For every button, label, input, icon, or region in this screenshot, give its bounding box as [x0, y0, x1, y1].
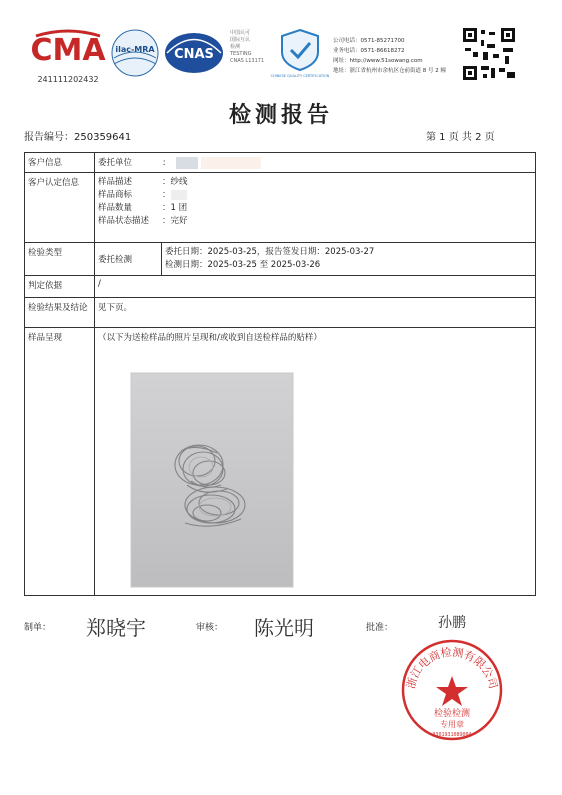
dates-cell: [162, 243, 536, 275]
field-value: 完好: [170, 216, 188, 226]
quality-shield-logo: [270, 28, 330, 78]
stamp-number: 3301931089004: [432, 732, 472, 738]
field-name: 样品数量: [98, 203, 133, 213]
star-icon: [436, 676, 468, 706]
field-name: 样品描述: [98, 177, 133, 187]
row-test-type: [25, 243, 536, 276]
cnas-subtext: [230, 30, 270, 65]
sample-field: 样品数量 ：1 团: [98, 203, 188, 213]
cnas-text: CNAS: [174, 47, 214, 62]
shield-caption: CHINESE QUALITY CERTIFICATION: [270, 74, 330, 78]
row-customer: [25, 153, 536, 173]
contact-line: 地址：浙江省杭州市余杭区仓前街道 8 号 2 幢: [333, 68, 446, 74]
row-content: [95, 243, 536, 276]
redacted-block: [201, 157, 261, 169]
sub-label: 委托检测: [95, 243, 162, 275]
row-sample: [25, 173, 536, 243]
sample-field: 样品商标 ：: [98, 189, 532, 202]
dates-line-2: 检测日期：2025-03-25 至 2025-03-26: [165, 260, 321, 270]
row-value: /: [95, 276, 536, 298]
photo-caption: （以下为送检样品的照片呈现和/或收到自送检样品的贴样）: [98, 333, 322, 343]
cnas-sub-line: 中国认可: [230, 30, 251, 36]
field-name: 样品商标: [98, 190, 133, 200]
cnas-logo: [163, 30, 225, 76]
report-number-label: 报告编号：: [24, 132, 74, 143]
cma-text: CMA: [30, 33, 106, 68]
ilac-text: ilac-MRA: [115, 45, 155, 54]
report-number: [24, 128, 131, 143]
approve-signature: 孙鹏: [438, 615, 466, 631]
field-value: 纱线: [170, 177, 188, 187]
row-photo: [25, 328, 536, 596]
field-name: 样品状态描述: [98, 216, 150, 226]
photo-cell: [95, 328, 536, 596]
contact-line: 网址：http://www.51sowang.com: [333, 58, 423, 64]
contact-line: 公司电话：0571-85271700: [333, 38, 405, 44]
row-content: [95, 153, 536, 173]
ilac-logo: [110, 28, 160, 78]
cma-number: 241111202432: [37, 75, 99, 84]
redacted-block: [171, 190, 187, 200]
page-info: 第 1 页 共 2 页: [426, 132, 495, 143]
colon: :: [162, 158, 166, 168]
qr-code: [461, 26, 517, 82]
review-label: 审核：: [196, 623, 224, 633]
row-value: 见下页。: [95, 298, 536, 328]
dates-line-1: 委托日期：2025-03-25，报告签发日期：2025-03-27: [165, 247, 375, 257]
stamp-inner-text: 检验检测: [433, 709, 471, 719]
field-value: 1 团: [170, 203, 188, 213]
stamp-org-text: 浙江电商检测有限公司: [404, 645, 500, 691]
row-label: 判定依据: [25, 276, 95, 298]
made-label: 制单：: [24, 623, 52, 633]
contact-block: [333, 36, 453, 76]
sample-field: 样品状态描述 ：完好: [98, 216, 188, 226]
sample-photo: [131, 373, 293, 587]
cma-logo: [30, 30, 106, 88]
contact-line: 业务电话：0571-86618272: [333, 48, 405, 54]
report-number-value: 250359641: [74, 132, 132, 143]
cnas-sub-line: CNAS L13171: [230, 58, 265, 64]
review-signature: 陈光明: [254, 616, 314, 640]
cnas-sub-line: 检测: [230, 44, 241, 50]
row-result: [25, 298, 536, 328]
cnas-sub-line: TESTING: [230, 51, 252, 57]
row-label: 检验结果及结论: [25, 298, 95, 328]
made-signature: 郑晓宇: [86, 616, 146, 640]
row-label: 样品呈现: [25, 328, 95, 596]
row-label: 检验类型: [25, 243, 95, 276]
row-label: 客户认定信息: [25, 173, 95, 243]
report-title: 检测报告: [228, 103, 333, 128]
row-basis: [25, 276, 536, 298]
stamp-inner-text-2: 专用章: [440, 720, 464, 729]
row-label: 客户信息: [25, 153, 95, 173]
row-content: [95, 173, 536, 243]
cnas-sub-line: 国际互认: [230, 37, 251, 43]
official-stamp: [400, 638, 504, 742]
redacted-block: [176, 157, 198, 169]
report-table: [24, 152, 536, 596]
approve-label: 批准：: [366, 623, 394, 633]
sub-label: 委托单位: [98, 158, 133, 168]
sample-field: 样品描述 ：纱线: [98, 177, 188, 187]
